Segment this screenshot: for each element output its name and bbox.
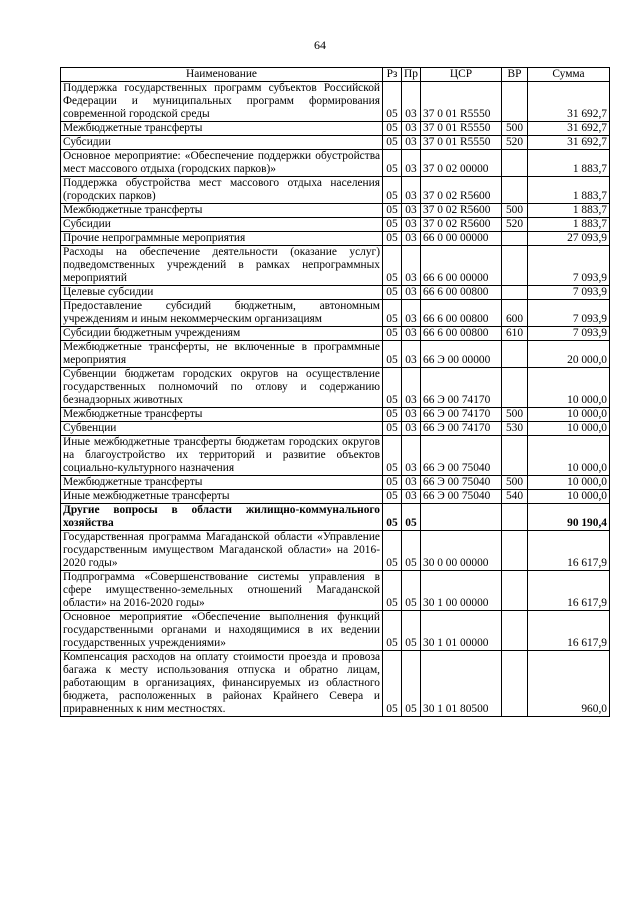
row-name-cell: Поддержка государственных программ субъектов Российской Федерации и муниципальных программ формирования современной городской среды xyxy=(61,82,383,122)
row-vr-cell: 530 xyxy=(502,422,528,436)
row-rz-cell: 05 xyxy=(383,531,402,571)
row-pr-cell: 05 xyxy=(402,504,421,531)
row-vr-cell: 610 xyxy=(502,327,528,341)
row-pr-cell: 03 xyxy=(402,476,421,490)
row-csr-cell: 66 Э 00 75040 xyxy=(421,436,502,476)
table-row xyxy=(61,368,610,408)
table-row xyxy=(61,150,610,177)
row-csr-cell: 30 0 00 00000 xyxy=(421,531,502,571)
row-vr-cell: 540 xyxy=(502,490,528,504)
row-amount-cell: 31 692,7 xyxy=(528,136,610,150)
header-amount: Сумма xyxy=(528,68,610,82)
row-vr-cell xyxy=(502,246,528,286)
row-name-cell: Расходы на обеспечение деятельности (оказание услуг) подведомственных учреждений в рамках непрограммных мероприятий xyxy=(61,246,383,286)
row-vr-cell xyxy=(502,286,528,300)
row-csr-cell: 30 1 00 00000 xyxy=(421,571,502,611)
header-csr: ЦСР xyxy=(421,68,502,82)
row-amount-cell: 90 190,4 xyxy=(528,504,610,531)
row-rz-cell: 05 xyxy=(383,136,402,150)
row-name-cell: Целевые субсидии xyxy=(61,286,383,300)
row-amount-cell: 1 883,7 xyxy=(528,218,610,232)
row-vr-cell xyxy=(502,232,528,246)
row-amount-cell: 31 692,7 xyxy=(528,82,610,122)
row-vr-cell xyxy=(502,504,528,531)
row-csr-cell: 37 0 02 R5600 xyxy=(421,218,502,232)
row-csr-cell: 37 0 01 R5550 xyxy=(421,122,502,136)
table-row xyxy=(61,422,610,436)
row-pr-cell: 03 xyxy=(402,122,421,136)
table-row xyxy=(61,651,610,717)
row-csr-cell: 37 0 02 R5600 xyxy=(421,204,502,218)
row-vr-cell: 520 xyxy=(502,218,528,232)
row-pr-cell: 03 xyxy=(402,368,421,408)
row-vr-cell xyxy=(502,651,528,717)
row-name-cell: Субвенции xyxy=(61,422,383,436)
row-amount-cell: 31 692,7 xyxy=(528,122,610,136)
row-vr-cell xyxy=(502,150,528,177)
row-rz-cell: 05 xyxy=(383,611,402,651)
row-amount-cell: 1 883,7 xyxy=(528,204,610,218)
row-vr-cell xyxy=(502,82,528,122)
row-vr-cell xyxy=(502,531,528,571)
row-pr-cell: 03 xyxy=(402,422,421,436)
row-name-cell: Межбюджетные трансферты xyxy=(61,408,383,422)
header-rz: Рз xyxy=(383,68,402,82)
row-amount-cell: 7 093,9 xyxy=(528,286,610,300)
row-name-cell: Межбюджетные трансферты xyxy=(61,122,383,136)
page-number: 64 xyxy=(314,38,326,52)
table-row xyxy=(61,204,610,218)
row-csr-cell: 66 6 00 00800 xyxy=(421,327,502,341)
row-name-cell: Прочие непрограммные мероприятия xyxy=(61,232,383,246)
row-rz-cell: 05 xyxy=(383,436,402,476)
row-name-cell: Другие вопросы в области жилищно-коммунального хозяйства xyxy=(61,504,383,531)
table-row xyxy=(61,286,610,300)
row-rz-cell: 05 xyxy=(383,571,402,611)
row-pr-cell: 05 xyxy=(402,611,421,651)
row-rz-cell: 05 xyxy=(383,327,402,341)
row-pr-cell: 05 xyxy=(402,531,421,571)
row-csr-cell xyxy=(421,504,502,531)
row-pr-cell: 03 xyxy=(402,408,421,422)
table-row xyxy=(61,300,610,327)
table-row xyxy=(61,476,610,490)
table-row xyxy=(61,436,610,476)
row-csr-cell: 37 0 01 R5550 xyxy=(421,82,502,122)
row-vr-cell: 500 xyxy=(502,476,528,490)
row-pr-cell: 03 xyxy=(402,232,421,246)
row-amount-cell: 1 883,7 xyxy=(528,177,610,204)
row-name-cell: Субсидии xyxy=(61,136,383,150)
row-name-cell: Межбюджетные трансферты xyxy=(61,476,383,490)
row-csr-cell: 30 1 01 80500 xyxy=(421,651,502,717)
row-pr-cell: 05 xyxy=(402,571,421,611)
row-name-cell: Основное мероприятие «Обеспечение выполнения функций государственными органами и находящимися в их ведении государственных учреждениями» xyxy=(61,611,383,651)
row-vr-cell xyxy=(502,368,528,408)
row-name-cell: Иные межбюджетные трансферты xyxy=(61,490,383,504)
table-row xyxy=(61,504,610,531)
row-pr-cell: 03 xyxy=(402,82,421,122)
row-name-cell: Основное мероприятие: «Обеспечение поддержки обустройства мест массового отдыха (городских парков)» xyxy=(61,150,383,177)
row-amount-cell: 7 093,9 xyxy=(528,246,610,286)
row-amount-cell: 20 000,0 xyxy=(528,341,610,368)
row-csr-cell: 66 Э 00 74170 xyxy=(421,422,502,436)
row-name-cell: Компенсация расходов на оплату стоимости проезда и провоза багажа к месту использования отпуска и обратно лицам, работающим в организациях, финансируемых из областного бюджета, расположенных в районах Крайнего Севера и приравненных к ним местностях. xyxy=(61,651,383,717)
row-vr-cell: 520 xyxy=(502,136,528,150)
row-pr-cell: 03 xyxy=(402,341,421,368)
row-csr-cell: 66 6 00 00800 xyxy=(421,300,502,327)
row-csr-cell: 37 0 02 R5600 xyxy=(421,177,502,204)
row-vr-cell: 500 xyxy=(502,204,528,218)
row-name-cell: Межбюджетные трансферты xyxy=(61,204,383,218)
row-rz-cell: 05 xyxy=(383,218,402,232)
row-rz-cell: 05 xyxy=(383,504,402,531)
header-name: Наименование xyxy=(61,68,383,82)
row-csr-cell: 30 1 01 00000 xyxy=(421,611,502,651)
table-body xyxy=(61,82,610,717)
row-pr-cell: 03 xyxy=(402,150,421,177)
row-amount-cell: 7 093,9 xyxy=(528,327,610,341)
table-row xyxy=(61,218,610,232)
row-vr-cell xyxy=(502,611,528,651)
row-amount-cell: 10 000,0 xyxy=(528,422,610,436)
row-csr-cell: 66 6 00 00800 xyxy=(421,286,502,300)
row-rz-cell: 05 xyxy=(383,368,402,408)
row-rz-cell: 05 xyxy=(383,476,402,490)
row-rz-cell: 05 xyxy=(383,82,402,122)
row-csr-cell: 66 0 00 00000 xyxy=(421,232,502,246)
table-row xyxy=(61,246,610,286)
header-vr: ВР xyxy=(502,68,528,82)
row-rz-cell: 05 xyxy=(383,408,402,422)
row-rz-cell: 05 xyxy=(383,422,402,436)
table-row xyxy=(61,136,610,150)
table-row xyxy=(61,531,610,571)
row-csr-cell: 37 0 01 R5550 xyxy=(421,136,502,150)
table-row xyxy=(61,341,610,368)
row-name-cell: Иные межбюджетные трансферты бюджетам городских округов на благоустройство их территорий и развитие объектов социально-культурного назначения xyxy=(61,436,383,476)
row-name-cell: Межбюджетные трансферты, не включенные в программные мероприятия xyxy=(61,341,383,368)
row-vr-cell: 600 xyxy=(502,300,528,327)
row-pr-cell: 03 xyxy=(402,246,421,286)
row-name-cell: Субвенции бюджетам городских округов на осуществление государственных полномочий по отлову и содержанию безнадзорных животных xyxy=(61,368,383,408)
row-csr-cell: 66 Э 00 75040 xyxy=(421,476,502,490)
row-amount-cell: 7 093,9 xyxy=(528,300,610,327)
row-rz-cell: 05 xyxy=(383,232,402,246)
row-amount-cell: 16 617,9 xyxy=(528,611,610,651)
row-pr-cell: 03 xyxy=(402,218,421,232)
table-row xyxy=(61,232,610,246)
row-vr-cell xyxy=(502,436,528,476)
row-name-cell: Государственная программа Магаданской области «Управление государственным имуществом Магаданской области» на 2016-2020 годы» xyxy=(61,531,383,571)
row-amount-cell: 960,0 xyxy=(528,651,610,717)
table-row xyxy=(61,408,610,422)
table-row xyxy=(61,571,610,611)
row-csr-cell: 66 Э 00 74170 xyxy=(421,368,502,408)
row-rz-cell: 05 xyxy=(383,300,402,327)
row-name-cell: Субсидии бюджетным учреждениям xyxy=(61,327,383,341)
row-csr-cell: 66 Э 00 74170 xyxy=(421,408,502,422)
row-pr-cell: 03 xyxy=(402,490,421,504)
row-amount-cell: 10 000,0 xyxy=(528,490,610,504)
table-row xyxy=(61,177,610,204)
budget-table xyxy=(60,67,610,717)
row-rz-cell: 05 xyxy=(383,286,402,300)
row-pr-cell: 03 xyxy=(402,204,421,218)
table-row xyxy=(61,82,610,122)
table-row xyxy=(61,122,610,136)
row-rz-cell: 05 xyxy=(383,341,402,368)
row-name-cell: Поддержка обустройства мест массового отдыха населения (городских парков) xyxy=(61,177,383,204)
row-amount-cell: 10 000,0 xyxy=(528,436,610,476)
row-vr-cell: 500 xyxy=(502,122,528,136)
row-amount-cell: 1 883,7 xyxy=(528,150,610,177)
row-name-cell: Субсидии xyxy=(61,218,383,232)
row-rz-cell: 05 xyxy=(383,150,402,177)
row-amount-cell: 10 000,0 xyxy=(528,408,610,422)
row-csr-cell: 66 Э 00 75040 xyxy=(421,490,502,504)
row-rz-cell: 05 xyxy=(383,246,402,286)
row-csr-cell: 37 0 02 00000 xyxy=(421,150,502,177)
table-row xyxy=(61,327,610,341)
table-row xyxy=(61,611,610,651)
row-pr-cell: 03 xyxy=(402,177,421,204)
row-rz-cell: 05 xyxy=(383,651,402,717)
header-pr: Пр xyxy=(402,68,421,82)
table-row xyxy=(61,490,610,504)
row-rz-cell: 05 xyxy=(383,177,402,204)
row-vr-cell xyxy=(502,341,528,368)
row-pr-cell: 03 xyxy=(402,300,421,327)
row-csr-cell: 66 6 00 00000 xyxy=(421,246,502,286)
row-pr-cell: 03 xyxy=(402,327,421,341)
table-header-row xyxy=(61,68,610,82)
row-amount-cell: 27 093,9 xyxy=(528,232,610,246)
row-amount-cell: 16 617,9 xyxy=(528,571,610,611)
row-pr-cell: 03 xyxy=(402,286,421,300)
row-csr-cell: 66 Э 00 00000 xyxy=(421,341,502,368)
row-rz-cell: 05 xyxy=(383,490,402,504)
row-rz-cell: 05 xyxy=(383,204,402,218)
row-name-cell: Подпрограмма «Совершенствование системы управления в сфере имущественно-земельных отношений Магаданской области» на 2016-2020 годы» xyxy=(61,571,383,611)
row-pr-cell: 05 xyxy=(402,651,421,717)
row-pr-cell: 03 xyxy=(402,436,421,476)
row-amount-cell: 16 617,9 xyxy=(528,531,610,571)
row-pr-cell: 03 xyxy=(402,136,421,150)
row-vr-cell: 500 xyxy=(502,408,528,422)
row-name-cell: Предоставление субсидий бюджетным, автономным учреждениям и иным некоммерческим организациям xyxy=(61,300,383,327)
row-rz-cell: 05 xyxy=(383,122,402,136)
row-amount-cell: 10 000,0 xyxy=(528,368,610,408)
row-amount-cell: 10 000,0 xyxy=(528,476,610,490)
row-vr-cell xyxy=(502,177,528,204)
row-vr-cell xyxy=(502,571,528,611)
